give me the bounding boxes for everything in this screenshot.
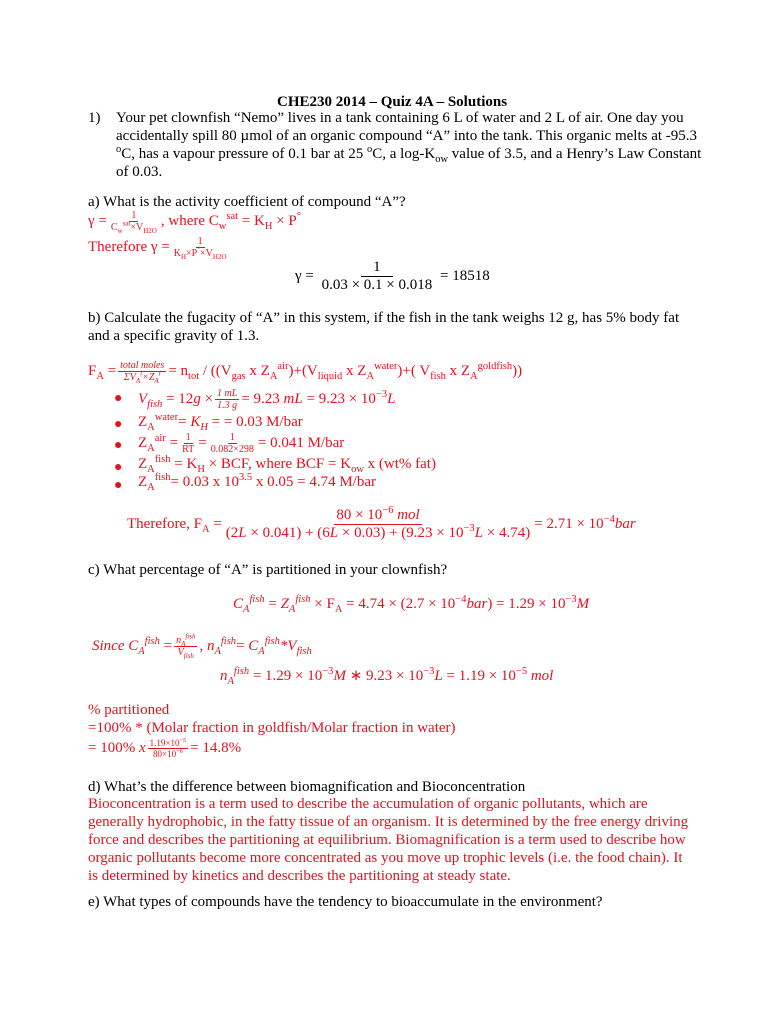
part-a-eq1: γ = $\frac{1}{C_w^{sat}\times V_{H2O}}$ , where $C_w^{sat} = K_H \times P^\circ$ bbox=[88, 209, 301, 236]
part-c-eq2: Since $C_A^{fish}$ = $\frac{n_A^{fish}}{V_{fish}}$ , $n_A^{fish}= C_A^{fish}*V_{fish}$ bbox=[92, 632, 312, 661]
part-e-question: e) What types of compounds have the tendency to bioaccumulate in the environment? bbox=[88, 894, 603, 910]
bullet-zair: $Z_A^{air}$ = $\frac{1}{RT}$ = $\frac{1}{0.082\times 298}$ = 0.041 M/bar bbox=[138, 431, 345, 456]
part-d-answer-line: force and describes the partitioning at equilibrium. Biomagnification is a term used to describe how bbox=[88, 832, 686, 848]
question-text-line: accidentally spill 80 µmol of an organic compound “A” into the tank. This organic melts at -95.3 bbox=[116, 128, 698, 144]
pct-result: = 100% x $\frac{1.19\times 10^{-5}}{80\times 10^{-6}}$ = 14.8% bbox=[88, 736, 242, 760]
bullet-icon: ● bbox=[114, 438, 123, 453]
pct-formula: =100% * (Molar fraction in goldfish/Molar fraction in water) bbox=[88, 720, 456, 736]
question-number: 1) bbox=[88, 110, 101, 126]
bullet-vfish: $V_{fish} = 12g$ × $\frac{1 mL}{1.3 g}$ = 9.23 mL = $9.23 \times 10^{-3}L$ bbox=[138, 387, 396, 412]
part-c-question: c) What percentage of “A” is partitioned in your clownfish? bbox=[88, 562, 448, 578]
part-c-eq1: $C_A^{fish} = Z_A^{fish} \times F_A = 4.74 \times (2.7 \times 10^{-4}bar) = 1.29 \times 10^{-3}M$ bbox=[233, 594, 590, 615]
bullet-zfish-bcf: $Z_A^{fish} = K_H$ × BCF, where BCF = $K_{ow}$ x (wt% fat) bbox=[138, 454, 436, 475]
question-text-line: of 0.03. bbox=[116, 164, 163, 180]
part-b-question: b) Calculate the fugacity of “A” in this system, if the fish in the tank weighs 12 g, has 5% body fat bbox=[88, 310, 680, 326]
page-title: CHE230 2014 – Quiz 4A – Solutions bbox=[277, 94, 508, 110]
question-text-line: $^o$C, has a vapour pressure of 0.1 bar at 25 $^o$C, a $\log-K_{ow}$ value of 3.5, and a Henry’s Law Constant bbox=[116, 144, 702, 165]
question-text-line: Your pet clownfish “Nemo” lives in a tank containing 6 L of water and 2 L of air. One day you bbox=[116, 110, 684, 126]
part-a-eq2: Therefore γ = $\frac{1}{K_H\times P^\circ\times V_{H2O}}$ bbox=[88, 235, 227, 262]
part-d-question: d) What’s the difference between biomagnification and Bioconcentration bbox=[88, 779, 526, 795]
bullet-icon: ● bbox=[114, 478, 123, 493]
part-d-answer-line: organic pollutants become more concentrated as you move up trophic levels (i.e. the food chain). It bbox=[88, 850, 683, 866]
part-b-fugacity-formula: $F_A$ = $\frac{\text{total moles}}{\Sigma V_A^i\times Z_A^i}$ = $n_{tot} / ((V_{gas}$ x $Z_A^{air})+(V_{liquid}$ x $Z_A^{water})+$( $V_{fish}$ x $Z_A^{goldfish}$)) bbox=[88, 359, 523, 386]
bullet-zfish-value: $Z_A^{fish}= 0.03$ x $10^{3.5}$ x 0.05 = 4.74 M/bar bbox=[138, 472, 376, 493]
part-c-eq3: $n_A^{fish} = 1.29 \times 10^{-3}M$ ∗ $9.23 \times 10^{-3}L = 1.19 \times 10^{-5}$ mol bbox=[220, 666, 554, 687]
bullet-icon: ● bbox=[114, 460, 123, 475]
part-d-answer-line: is determined by kinetics and describes the partitioning at steady state. bbox=[88, 868, 511, 884]
pct-label: % partitioned bbox=[88, 702, 170, 718]
bullet-icon: ● bbox=[114, 417, 123, 432]
part-d-answer-line: Bioconcentration is a term used to describe the accumulation of organic pollutants, which are bbox=[88, 796, 648, 812]
part-b-therefore: Therefore, $F_A$ = $\frac{80 \times 10^{-6} mol}{(2L \times 0.041) + (6L \times 0.03) + (9.23 \times 10^{-3}L \times 4.74)}$ = $2.71 \times 10^{-4}bar$ bbox=[127, 505, 636, 542]
bullet-icon: ● bbox=[114, 391, 123, 406]
part-d-answer-line: generally hydrophobic, in the fatty tissue of an organism. It is determined by the free energy driving bbox=[88, 814, 689, 830]
bullet-zwater: $Z_A^{water}= K_H$ = = 0.03 M/bar bbox=[138, 412, 303, 433]
part-a-question: a) What is the activity coefficient of compound “A”? bbox=[88, 194, 406, 210]
part-a-eq3: γ = $\frac{1}{0.03 \times 0.1 \times 0.018}$ = 18518 bbox=[295, 259, 490, 294]
part-b-question: and a specific gravity of 1.3. bbox=[88, 328, 260, 344]
